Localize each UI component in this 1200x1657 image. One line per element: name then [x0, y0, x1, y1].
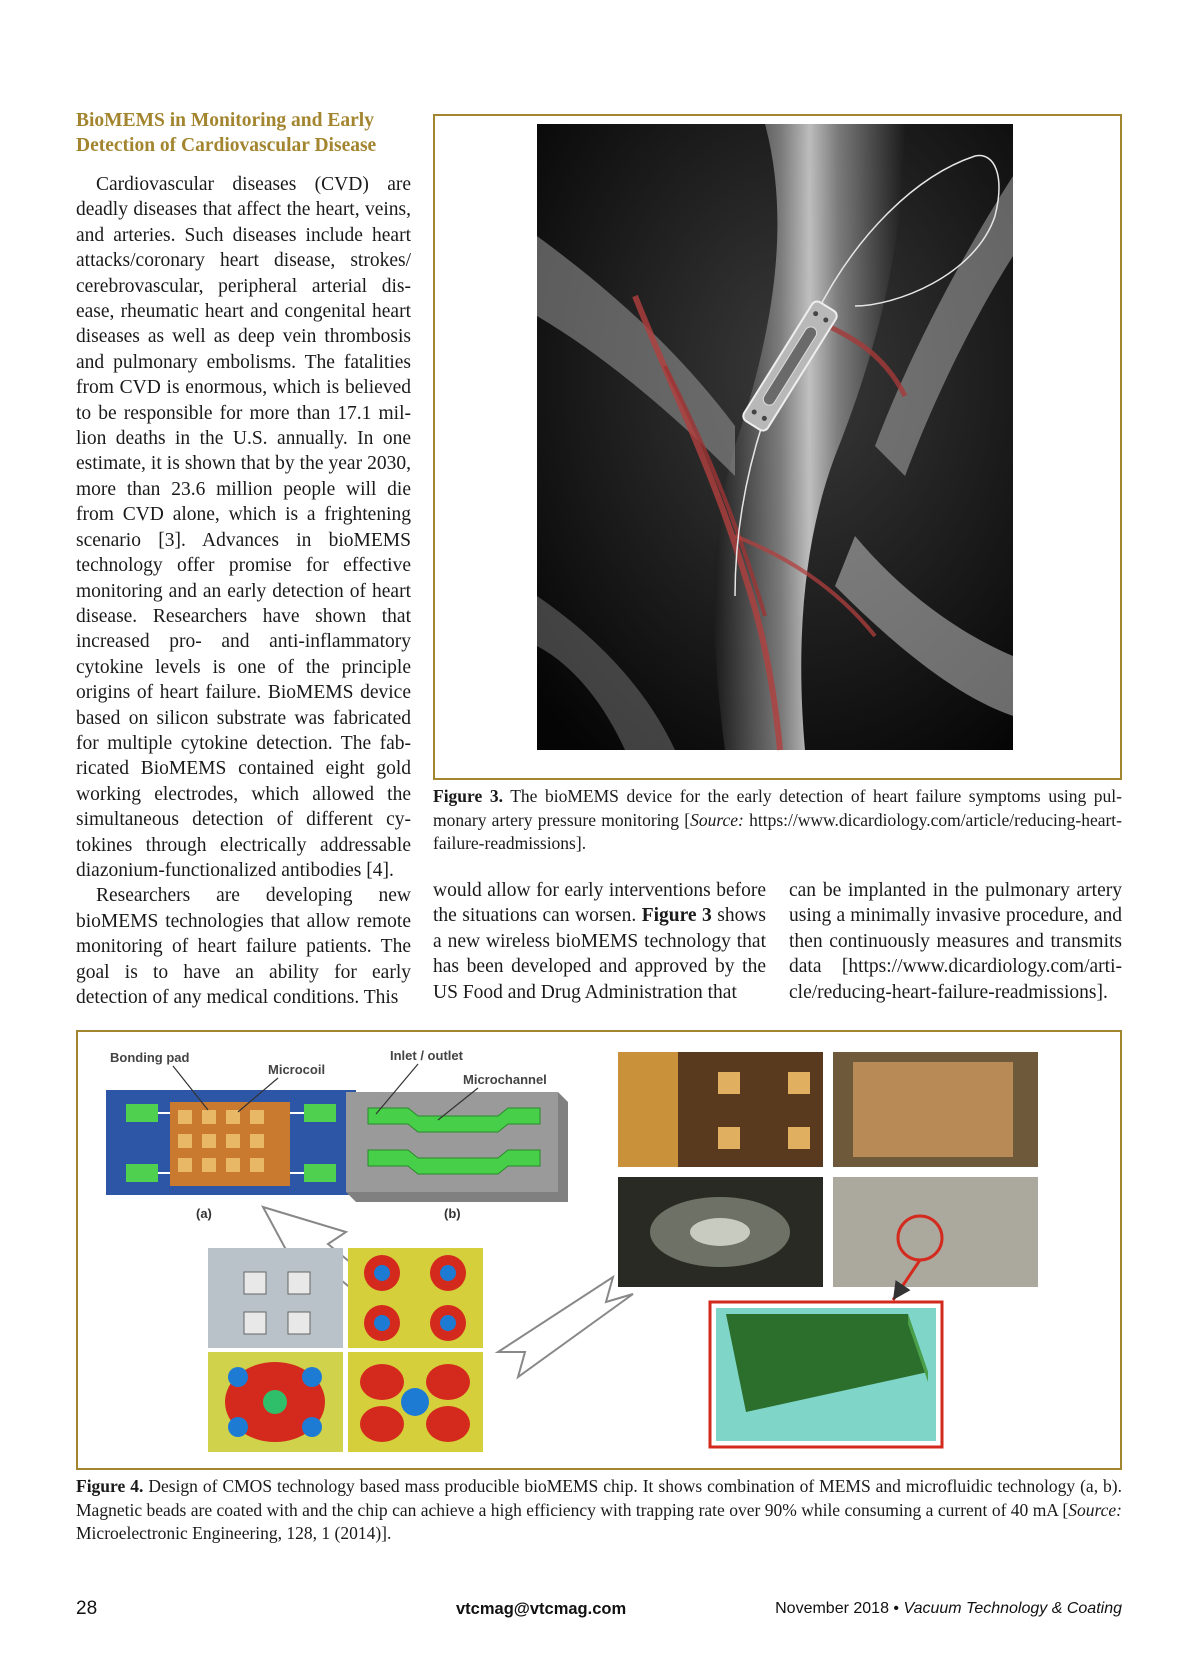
- article-paragraph-2-part-a: would allow for early interventions before the situations can worsen.: [433, 880, 766, 927]
- figure3-frame: [433, 114, 1122, 780]
- figure3-label: Figure 3.: [433, 786, 503, 806]
- figure3-caption-text: The bioMEMS device for the early detection of heart failure symptoms using pulmonary artery pressure monitoring [: [433, 786, 1122, 830]
- footer-publication: Vacuum Technology & Coating: [903, 1600, 1122, 1617]
- panel-a-chip: [106, 1090, 356, 1195]
- article-column-right: [789, 878, 1122, 1005]
- label-microcoil: Microcoil: [268, 1062, 326, 1077]
- arrow-to-photos: [498, 1277, 633, 1377]
- panel-b-chip: [346, 1092, 568, 1202]
- label-panel-a: (a): [196, 1206, 212, 1221]
- page-number: 28: [76, 1598, 98, 1619]
- fabricated-chip-photos: [618, 1052, 1038, 1447]
- label-microchannel: Microchannel: [463, 1072, 547, 1087]
- figure3-reference: Figure 3: [641, 905, 712, 927]
- article-paragraph-2-part-c: can be implanted in the pulmonary artery using a minimally invasive procedure, and then continuously measures and transmits data [https://www.dicardiology.com/article/reducing-heart-failure-readmissions].: [789, 880, 1122, 1003]
- figure3-image: [435, 116, 1120, 778]
- figure4-source: Microelectronic Engineering, 128, 1 (2014)].: [76, 1523, 392, 1543]
- article-paragraph-2-continued: [433, 878, 766, 1005]
- article-column-left: [76, 172, 411, 1010]
- article-paragraph-1: Cardiovascular diseases (CVD) are deadly diseases that affect the heart, veins, and arteries. Such diseases include heart attacks/coronary heart disease, strokes/ cerebrovascular, peripheral arterial disease, rheumatic heart and congenital heart diseases as well as deep vein thrombosis and pulmonary embolisms. The fatalities from CVD is enormous, which is believed to be responsible for more than 17.1 million deaths in the U.S. annually. In one estimate, it is shown that by the year 2030, more than 23.6 million people will die from CVD alone, which is a frightening scenario [3]. Advances in bioMEMS technology offer promise for effective monitoring and an early detection of heart disease. Researchers have shown that increased pro- and anti-inflammatory cytokine levels is one of the principle origins of heart failure. BioMEMS device based on silicon substrate was fabricated for multiple cytokine detection. The fabricated BioMEMS contained eight gold working electrodes, which allowed the simultaneous detection of different cytokines through electrically addressable diazonium-functionalized antibodies [4].: [76, 174, 411, 881]
- footer-separator: •: [893, 1600, 900, 1617]
- figure4-source-label: Source:: [1068, 1499, 1122, 1520]
- label-panel-b: (b): [444, 1206, 461, 1221]
- article-column-middle: [433, 878, 766, 1005]
- section-heading: [76, 108, 411, 158]
- figure4-caption-text: Design of CMOS technology based mass producible bioMEMS chip. It shows combination of MEMS and microfluidic technology (a, b). Magnetic beads are coated with and the chip can achieve a high efficiency with trapping rate over 90% while consuming a current of 40 mA [: [76, 1476, 1123, 1520]
- article-paragraph-2-part-b: shows a new wireless bioMEMS technology that has been developed and approved by the US Food and Drug Administration that: [433, 905, 767, 1003]
- figure4-caption: [76, 1475, 1122, 1546]
- figure4-image: [78, 1032, 1120, 1468]
- label-bonding-pad: Bonding pad: [110, 1050, 190, 1065]
- figure3-caption: [433, 785, 1122, 856]
- section-heading-line2: Detection of Cardiovascular Disease: [76, 135, 377, 156]
- section-heading-line1: BioMEMS in Monitoring and Early: [76, 110, 374, 131]
- footer-date: November 2018: [775, 1600, 889, 1617]
- label-inlet-outlet: Inlet / outlet: [390, 1048, 463, 1063]
- figure3-source: https://www.dicardiology.com/article/reducing-heart-failure-readmissions].: [433, 809, 1122, 853]
- figure4-frame: [76, 1030, 1122, 1470]
- article-paragraph-2: Researchers are developing new bioMEMS technologies that allow remote monitoring of heart failure patients. The goal is to have an ability for early detection of any medical conditions. This: [76, 885, 411, 1008]
- footer-email[interactable]: vtcmag@vtcmag.com: [456, 1600, 627, 1618]
- figure3-source-label: Source:: [690, 809, 744, 830]
- footer-issue: [775, 1600, 1122, 1618]
- figure4-label: Figure 4.: [76, 1476, 144, 1496]
